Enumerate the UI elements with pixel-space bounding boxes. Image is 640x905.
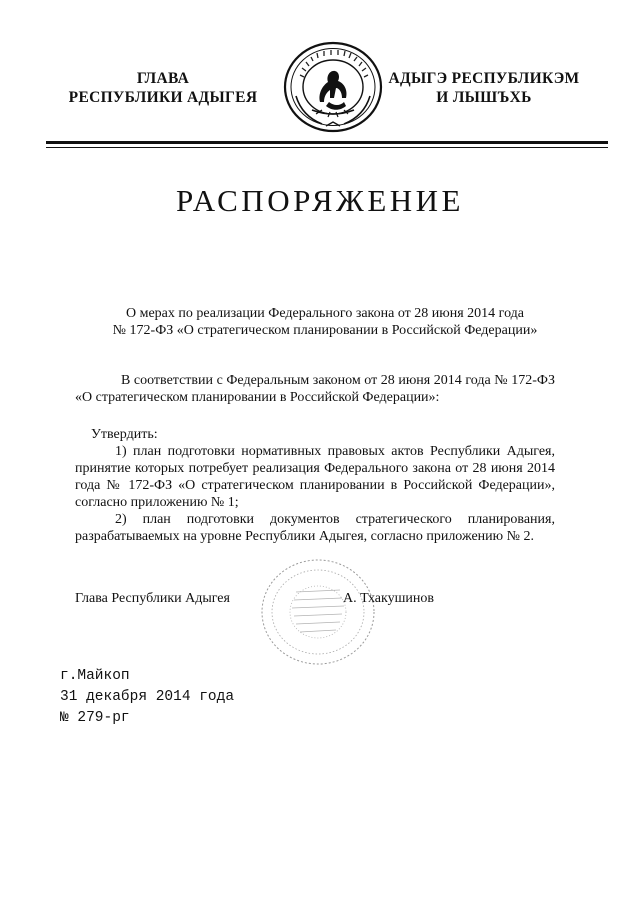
header-rule-thin (46, 147, 608, 148)
document-footer (60, 666, 234, 729)
coat-of-arms-emblem (282, 40, 384, 134)
document-title: РАСПОРЯЖЕНИЕ (176, 183, 464, 218)
footer-date: 31 декабря 2014 года (60, 689, 235, 705)
header-left-line2: РЕСПУБЛИКИ АДЫГЕЯ (68, 89, 258, 106)
subject-line1: О мерах по реализации Федерального закона от 28 июня 2014 года (125, 306, 524, 321)
official-stamp (258, 556, 378, 668)
signature-name: А. Тхакушинов (343, 591, 434, 606)
resolution-item-2: 2) план подготовки документов стратегического планирования, разрабатываемых на уровне Республики Адыгея, согласно приложению № 2. (75, 512, 555, 544)
resolution-item-1: 1) план подготовки нормативных правовых актов Республики Адыгея, принятие которых потребует реализация Федерального закона от 28 июня 2014 года № 172-ФЗ «О стратегическом планировании в Российской Федерации», согласно приложению № 1; (75, 444, 555, 510)
header-right-block (388, 69, 580, 107)
subject-line2: № 172-ФЗ «О стратегическом планировании в Российской Федерации» (112, 323, 538, 338)
header-left-line1: ГЛАВА (136, 70, 190, 87)
approve-heading: Утвердить: (91, 427, 158, 442)
document-subject (60, 305, 590, 339)
preamble-paragraph (75, 372, 555, 406)
footer-number: № 279-рг (60, 710, 130, 726)
resolution-items (75, 443, 555, 545)
footer-city: г.Майкоп (60, 668, 130, 684)
header-right-line2: И ЛЫШЪХЬ (436, 89, 532, 106)
header-right-line1: АДЫГЭ РЕСПУБЛИКЭМ (388, 70, 580, 87)
preamble-text: В соответствии с Федеральным законом от 28 июня 2014 года № 172-ФЗ «О стратегическом планировании в Российской Федерации»: (75, 373, 555, 405)
header-left-block (48, 69, 278, 107)
header-rule-thick (46, 141, 608, 144)
signature-title: Глава Республики Адыгея (75, 591, 230, 606)
